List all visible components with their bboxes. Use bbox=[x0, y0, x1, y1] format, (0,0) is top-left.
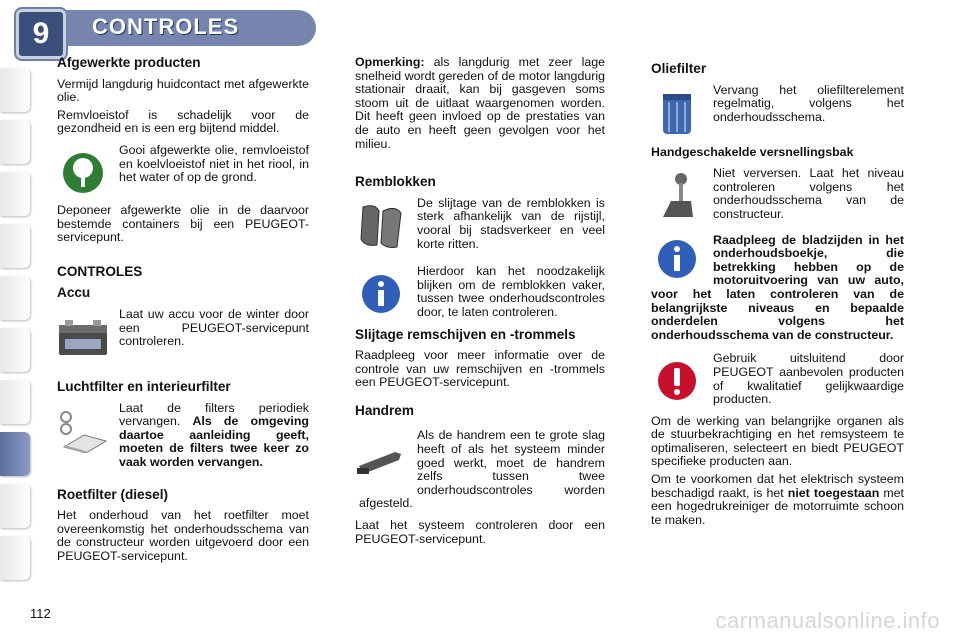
paragraph: Laat het systeem controleren door een PEUGEOT-servicepunt. bbox=[355, 518, 605, 546]
section-title-controles: CONTROLES bbox=[57, 263, 143, 279]
section-title-accu: Accu bbox=[57, 285, 91, 301]
section-title-afgewerkte: Afgewerkte producten bbox=[57, 55, 201, 70]
air-filter-icon bbox=[57, 406, 109, 456]
column-1 bbox=[57, 56, 309, 567]
paragraph: Gebruik uitsluitend door PEUGEOT aanbevolen producten of kwalitatief gelijkwaardige producten. bbox=[713, 352, 904, 407]
chapter-tab-active[interactable] bbox=[0, 432, 30, 476]
page-number: 112 bbox=[30, 606, 51, 621]
paragraph: Vermijd langdurig huidcontact met afgewerkte olie. bbox=[57, 76, 309, 105]
watermark: carmanualsonline.info bbox=[715, 608, 940, 633]
section-title-roetfilter: Roetfilter (diesel) bbox=[57, 486, 169, 502]
battery-icon bbox=[57, 312, 109, 362]
paragraph: De slijtage van de remblokken is sterk afhankelijk van de rijstijl, vooral bij stadsverkeer en veel korte ritten. bbox=[417, 196, 605, 251]
section-title-remblokken: Remblokken bbox=[355, 174, 436, 190]
paragraph: Om te voorkomen dat het elektrisch systeem beschadigd raakt, is het niet toegestaan met een hogedrukreiniger de motorruimte schoon te maken. bbox=[651, 472, 904, 527]
paragraph: Gooi afgewerkte olie, remvloeistof en koelvloeistof niet in het riool, in het water of op de grond. bbox=[119, 143, 309, 185]
paragraph: Het onderhoud van het roetfilter moet overeenkomstig het onderhoudsschema van de constructeur worden uitgevoerd door een PEUGEOT-servicepunt. bbox=[57, 508, 309, 563]
chapter-tab[interactable] bbox=[0, 68, 30, 112]
info-icon bbox=[355, 269, 407, 319]
section-title-luchtfilter: Luchtfilter en interieurfilter bbox=[57, 378, 231, 394]
paragraph: Niet verversen. Laat het niveau controleren volgens het onderhoudsschema van de constructeur. bbox=[713, 167, 904, 221]
paragraph: Hierdoor kan het noodzakelijk blijken om de remblokken vaker, tussen twee onderhoudscontroles door, te laten controleren. bbox=[417, 265, 605, 319]
paragraph: Als de handrem een te grote slag heeft of als het systeem minder goed werkt, moet de handrem zelfs tussen twee onderhoudscontroles worden afgesteld. bbox=[359, 429, 605, 511]
column-2 bbox=[355, 56, 605, 550]
section-title-slijtage: Slijtage remschijven en -trommels bbox=[355, 326, 576, 342]
paragraph: Remvloeistof is schadelijk voor de gezondheid en is een erg bijtend middel. bbox=[57, 107, 309, 136]
section-title-handrem: Handrem bbox=[355, 402, 414, 418]
chapter-tabs bbox=[0, 68, 30, 588]
chapter-tab[interactable] bbox=[0, 172, 30, 216]
chapter-badge: 9 bbox=[16, 9, 66, 59]
chapter-tab[interactable] bbox=[0, 328, 30, 372]
brake-pads-icon bbox=[355, 201, 407, 251]
chapter-tab[interactable] bbox=[0, 224, 30, 268]
chapter-tab[interactable] bbox=[0, 276, 30, 320]
page-title: CONTROLES bbox=[92, 14, 240, 39]
paragraph: Deponeer afgewerkte olie in de daarvoor bestemde containers bij een PEUGEOT-servicepunt. bbox=[57, 202, 309, 245]
paragraph: Laat de filters periodiek vervangen. Als de omgeving daartoe aanleiding geeft, moeten de filters twee keer zo vaak worden vervangen. bbox=[119, 401, 309, 469]
section-title-versnellingsbak: Handgeschakelde versnellingsbak bbox=[651, 144, 854, 159]
handbrake-icon bbox=[355, 433, 407, 483]
paragraph: Vervang het oliefilterelement regelmatig, volgens het onderhoudsschema. bbox=[713, 83, 904, 124]
chapter-tab[interactable] bbox=[0, 120, 30, 164]
oil-filter-icon bbox=[651, 88, 703, 138]
chapter-tab[interactable] bbox=[0, 536, 30, 580]
gear-lever-icon bbox=[651, 171, 703, 221]
paragraph: Om de werking van belangrijke organen als de stuurbekrachtiging en het remsysteem te optimaliseren, selecteert en biedt PEUGEOT specifieke producten aan. bbox=[651, 413, 904, 469]
paragraph: Opmerking: als langdurig met zeer lage snelheid wordt gereden of de motor langdurig stationair draait, kan bij gasgeven soms stoom uit de uitlaat waargenomen worden. Dit heeft geen invloed op de prestaties van de auto en heeft geen gevolgen voor het milieu. bbox=[355, 55, 605, 151]
section-title-oliefilter: Oliefilter bbox=[651, 61, 707, 76]
eco-tree-icon bbox=[57, 148, 109, 198]
chapter-tab[interactable] bbox=[0, 484, 30, 528]
chapter-tab[interactable] bbox=[0, 380, 30, 424]
info-icon bbox=[651, 234, 703, 284]
paragraph: Raadpleeg de bladzijden in het onderhoudsboekje, die betrekking hebben op de motoruitvoering van uw auto, voor het laten controleren van de belangrijkste niveaus en bepaalde onderdelen volgens het onderhoudsschema van de constructeur. bbox=[651, 232, 904, 342]
paragraph: Raadpleeg voor meer informatie over de controle van uw remschijven en -trommels een PEUGEOT-servicepunt. bbox=[355, 348, 605, 390]
column-3 bbox=[651, 56, 904, 531]
warning-icon bbox=[651, 356, 703, 406]
paragraph: Laat uw accu voor de winter door een PEUGEOT-servicepunt controleren. bbox=[119, 307, 309, 349]
